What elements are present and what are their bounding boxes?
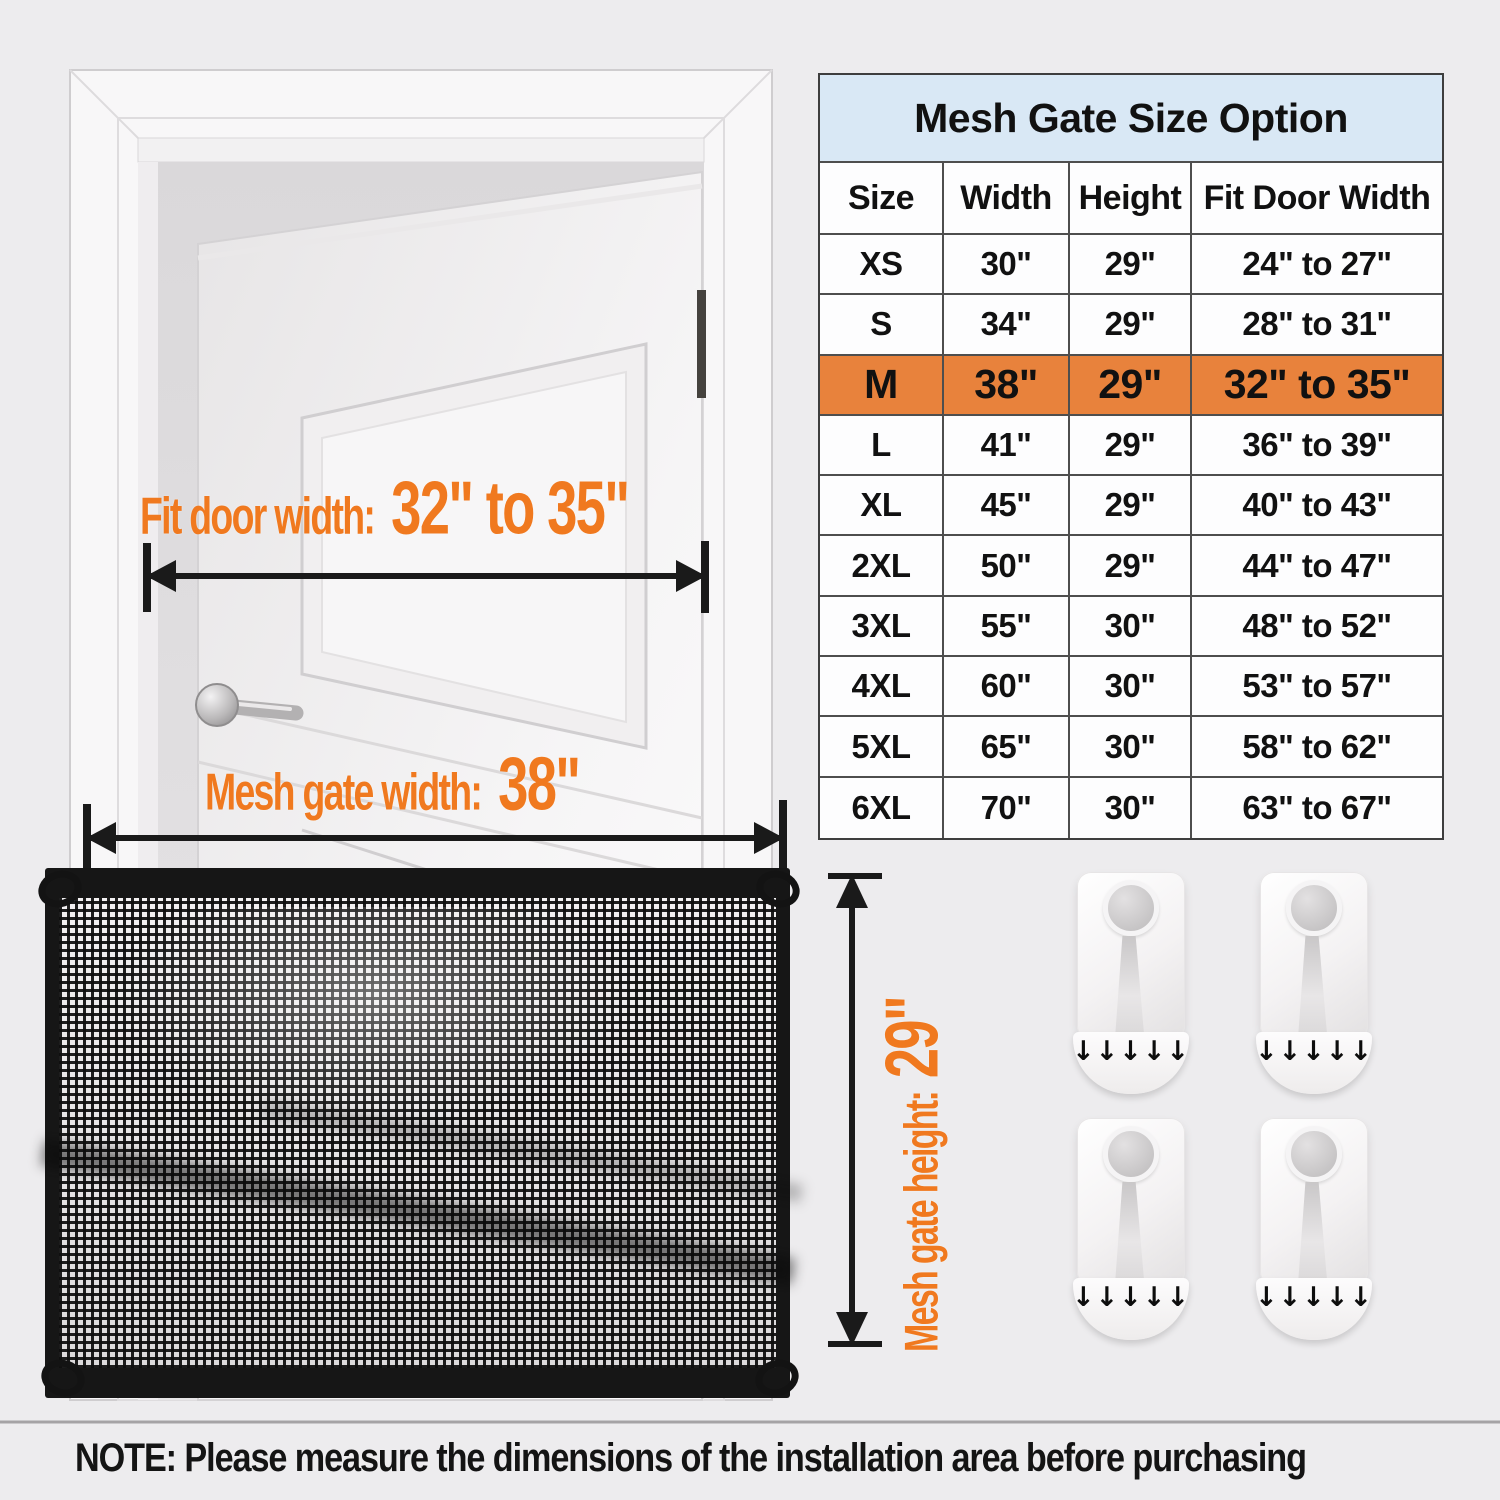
door-hinge [697, 290, 706, 398]
table-cell-width: 70" [944, 778, 1070, 838]
table-cell-size: 6XL [820, 778, 944, 838]
hook-knob [1286, 1126, 1342, 1182]
hook-flap [1073, 1032, 1189, 1094]
table-cell-height: 29" [1070, 235, 1192, 295]
mesh-gate-width-label: Mesh gate width: [205, 763, 482, 822]
fit-door-width-label: Fit door width: [140, 487, 375, 546]
table-cell-size: L [820, 416, 944, 476]
table-cell-fit: 40" to 43" [1192, 476, 1442, 536]
table-cell-fit: 24" to 27" [1192, 235, 1442, 295]
table-cell-fit: 58" to 62" [1192, 717, 1442, 777]
table-cell-width: 55" [944, 597, 1070, 657]
table-cell-height: 29" [1070, 536, 1192, 596]
table-cell-fit: 36" to 39" [1192, 416, 1442, 476]
table-cell-fit: 44" to 47" [1192, 536, 1442, 596]
measure-note: NOTE: Please measure the dimensions of the installation area before purchasing [75, 1436, 1306, 1481]
table-cell-width: 41" [944, 416, 1070, 476]
mesh-gate [45, 868, 790, 1398]
column-header-size: Size [820, 163, 944, 235]
column-header-width: Width [944, 163, 1070, 235]
table-cell-fit-highlighted: 32" to 35" [1192, 356, 1442, 416]
table-cell-width: 45" [944, 476, 1070, 536]
adhesive-hook [1071, 872, 1191, 1102]
hook-flap [1256, 1278, 1372, 1340]
column-header-fit-door-width: Fit Door Width [1192, 163, 1442, 235]
table-cell-width: 60" [944, 657, 1070, 717]
table-cell-size-highlighted: M [820, 356, 944, 416]
table-cell-height: 30" [1070, 657, 1192, 717]
table-cell-size: XS [820, 235, 944, 295]
table-cell-height: 30" [1070, 597, 1192, 657]
table-cell-fit: 48" to 52" [1192, 597, 1442, 657]
table-cell-width: 65" [944, 717, 1070, 777]
table-cell-width: 34" [944, 295, 1070, 355]
mesh-fabric [59, 898, 776, 1368]
table-cell-size: S [820, 295, 944, 355]
table-cell-fit: 63" to 67" [1242, 788, 1392, 826]
adhesive-hook [1254, 872, 1374, 1102]
mesh-highlight [116, 907, 632, 1123]
table-cell-width: 50" [944, 536, 1070, 596]
table-cell-size: 3XL [820, 597, 944, 657]
table-cell-fit: 53" to 57" [1192, 657, 1442, 717]
mesh-gate-height-annotation [869, 997, 955, 1352]
table-cell-width-highlighted: 38" [944, 356, 1070, 416]
hook-flap [1256, 1032, 1372, 1094]
table-cell-height: 29" [1070, 476, 1192, 536]
hook-knob [1103, 880, 1159, 936]
down-arrows-icon: ↓↓↓↓↓ [1071, 1036, 1191, 1067]
table-cell-height: 29" [1070, 295, 1192, 355]
adhesive-hook [1071, 1118, 1191, 1348]
mesh-gate-height-value: 29" [869, 997, 955, 1079]
size-option-table [818, 73, 1444, 840]
table-title: Mesh Gate Size Option [820, 75, 1442, 163]
mesh-shadow-streak [40, 1140, 795, 1285]
table-cell-fit: 28" to 31" [1192, 295, 1442, 355]
mesh-gate-height-label: Mesh gate height: [896, 1091, 949, 1352]
table-cell-height-highlighted: 29" [1070, 356, 1192, 416]
mesh-gate-width-value: 38" [498, 741, 580, 827]
table-cell-width: 30" [944, 235, 1070, 295]
fit-door-width-value: 32" to 35" [391, 465, 629, 551]
table-cell-size: 4XL [820, 657, 944, 717]
column-header-height: Height [1070, 163, 1192, 235]
adhesive-hook [1254, 1118, 1374, 1348]
table-cell-size: XL [820, 476, 944, 536]
hook-knob [1103, 1126, 1159, 1182]
table-cell-size: 2XL [820, 536, 944, 596]
mesh-gate-width-annotation [205, 741, 580, 827]
down-arrows-icon: ↓↓↓↓↓ [1071, 1282, 1191, 1313]
table-cell-size: 5XL [820, 717, 944, 777]
hook-knob [1286, 880, 1342, 936]
down-arrows-icon: ↓↓↓↓↓ [1254, 1036, 1374, 1067]
table-cell-height: 30" [1070, 717, 1192, 777]
hook-flap [1073, 1278, 1189, 1340]
table-cell-height: 30" [1070, 778, 1192, 838]
table-cell-height: 29" [1070, 416, 1192, 476]
fit-door-width-annotation [140, 465, 629, 551]
down-arrows-icon: ↓↓↓↓↓ [1254, 1282, 1374, 1313]
